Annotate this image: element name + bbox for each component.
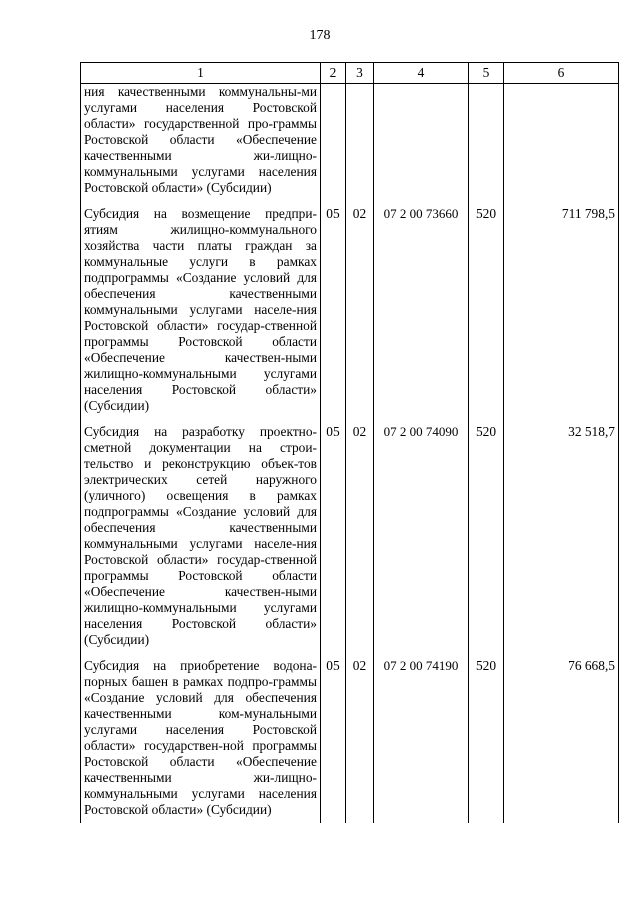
page-number: 178 xyxy=(309,28,331,43)
row-expense-type-code xyxy=(469,84,504,202)
table-row xyxy=(81,84,619,202)
row-section-code xyxy=(321,84,346,202)
row-description: Субсидия на разработку проектно-сметной документации на строи-тельство и реконструкцию объек-тов электрических сетей наружного (уличного) освещения в рамках подпрограммы «Создание условий для обеспечения качественными коммунальными услугами населе-ния Ростовской области» государ-ственной программы Ростовской области «Обеспечение качествен-ными жилищно-коммунальными услугами населения Ростовской области» (Субсидии) xyxy=(81,419,321,653)
row-amount: 32 518,7 xyxy=(504,419,619,653)
row-expense-type-code: 520 xyxy=(469,419,504,653)
row-section-code: 05 xyxy=(321,653,346,823)
budget-table xyxy=(80,62,619,823)
row-section-code: 05 xyxy=(321,201,346,419)
column-header-5: 5 xyxy=(469,63,504,84)
row-subsection-code: 02 xyxy=(346,201,374,419)
row-section-code: 05 xyxy=(321,419,346,653)
row-amount xyxy=(504,84,619,202)
column-header-2: 2 xyxy=(321,63,346,84)
row-target-article-code: 07 2 00 74190 xyxy=(374,653,469,823)
table-row xyxy=(81,201,619,419)
row-target-article-code: 07 2 00 73660 xyxy=(374,201,469,419)
column-header-1: 1 xyxy=(81,63,321,84)
row-description: Субсидия на приобретение водона-порных башен в рамках подпро-граммы «Создание условий для обеспечения качественными ком-мунальными услугами населения Ростовской области» государствен-ной программы Ростовской области «Обеспечение качественными жи-лищно-коммунальными услугами населения Ростовской области» (Субсидии) xyxy=(81,653,321,823)
row-amount: 76 668,5 xyxy=(504,653,619,823)
column-header-6: 6 xyxy=(504,63,619,84)
table-row xyxy=(81,653,619,823)
row-expense-type-code: 520 xyxy=(469,201,504,419)
row-target-article-code xyxy=(374,84,469,202)
row-description: Субсидия на возмещение предпри-ятиям жилищно-коммунального хозяйства части платы граждан за коммунальные услуги в рамках подпрограммы «Создание условий для обеспечения качественными коммунальными услугами населе-ния Ростовской области» государ-ственной программы Ростовской области «Обеспечение качествен-ными жилищно-коммунальными услугами населения Ростовской области» (Субсидии) xyxy=(81,201,321,419)
row-subsection-code: 02 xyxy=(346,419,374,653)
row-amount: 711 798,5 xyxy=(504,201,619,419)
column-header-4: 4 xyxy=(374,63,469,84)
table-header-row xyxy=(81,63,619,84)
table-row xyxy=(81,419,619,653)
row-subsection-code xyxy=(346,84,374,202)
column-header-3: 3 xyxy=(346,63,374,84)
row-description: ния качественными коммунальны-ми услугами населения Ростовской области» государственной про-граммы Ростовской области «Обеспечение качественными жи-лищно-коммунальными услугами населения Ростовской области» (Субсидии) xyxy=(81,84,321,202)
row-subsection-code: 02 xyxy=(346,653,374,823)
row-expense-type-code: 520 xyxy=(469,653,504,823)
row-target-article-code: 07 2 00 74090 xyxy=(374,419,469,653)
